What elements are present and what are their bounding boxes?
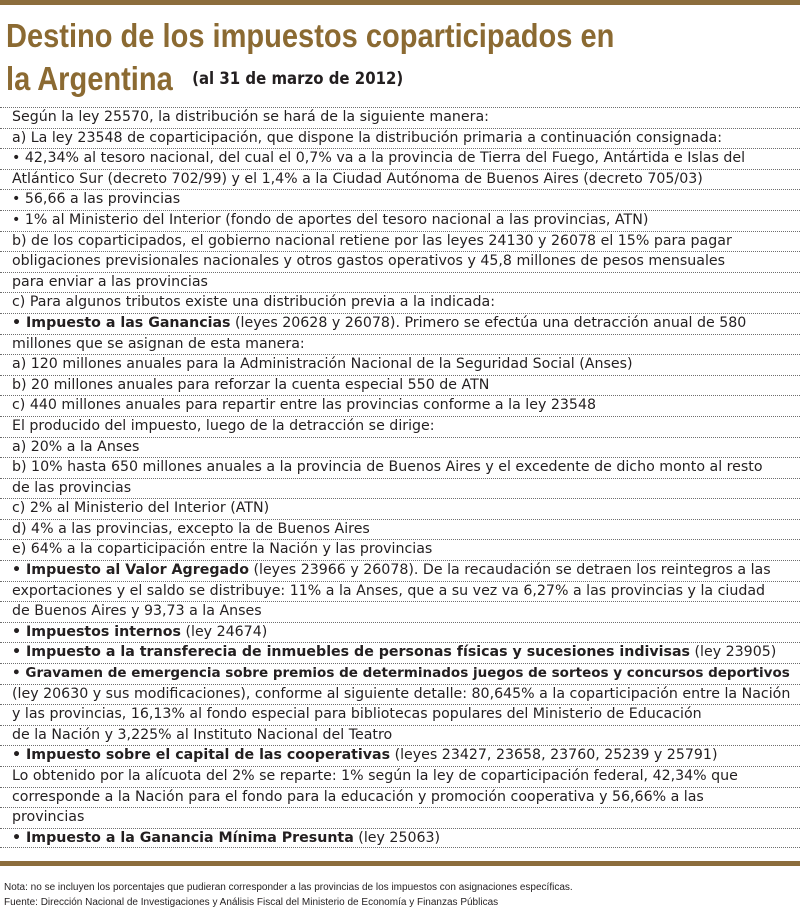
text-line (0, 766, 800, 787)
text-line (0, 231, 800, 252)
text-line (0, 107, 800, 128)
page-subtitle: (al 31 de marzo de 2012) (192, 69, 404, 89)
text-line (0, 292, 800, 313)
text-line (0, 313, 800, 334)
line-text: de las provincias (12, 479, 132, 496)
line-text: • 1% al Ministerio del Interior (fondo de aportes del tesoro nacional a las provincias, ATN) (12, 211, 649, 228)
text-line (0, 478, 800, 499)
text-line (0, 148, 800, 169)
text-line (0, 642, 800, 663)
line-text: a) 120 millones anuales para la Administración Nacional de la Seguridad Social (Anses) (12, 356, 633, 373)
text-line (0, 745, 800, 766)
line-text: (ley 23905) (690, 644, 777, 661)
text-line (0, 684, 800, 705)
line-text: b) de los coparticipados, el gobierno nacional retiene por las leyes 24130 y 26078 el 15% para pagar (12, 232, 732, 249)
text-line (0, 828, 800, 849)
text-line (0, 519, 800, 540)
line-text: y las provincias, 16,13% al fondo especial para bibliotecas populares del Ministerio de Educación (12, 706, 702, 723)
bold-text: • Impuesto a las Ganancias (12, 314, 231, 331)
line-text: b) 20 millones anuales para reforzar la cuenta especial 550 de ATN (12, 376, 490, 393)
line-text: millones que se asignan de esta manera: (12, 335, 305, 352)
bold-text: • Impuesto a la transferecia de inmuebles de personas físicas y sucesiones indivisas (12, 644, 690, 661)
page-title (6, 14, 701, 107)
line-text: e) 64% a la coparticipación entre la Nación y las provincias (12, 541, 433, 558)
line-text: a) La ley 23548 de coparticipación, que dispone la distribución primaria a continuación consignada: (12, 129, 722, 146)
bold-text: • Impuesto al Valor Agregado (12, 562, 249, 579)
document-body (0, 107, 800, 848)
line-text: Lo obtenido por la alícuota del 2% se reparte: 1% según la ley de coparticipación federal, 42,34% que (12, 768, 738, 784)
text-line (0, 807, 800, 828)
line-text: b) 10% hasta 650 millones anuales a la provincia de Buenos Aires y el excedente de dicho monto al resto (12, 459, 763, 476)
line-text: (leyes 23966 y 26078). De la recaudación se detraen los reintegros a las (248, 562, 771, 579)
line-text: (ley 25063) (353, 829, 441, 846)
text-line (0, 128, 800, 149)
bottom-rule (0, 861, 800, 866)
bold-text: • Impuesto sobre el capital de las cooperativas (12, 747, 391, 764)
text-line (0, 457, 800, 478)
text-line (0, 169, 800, 190)
line-text: c) 440 millones anuales para repartir entre las provincias conforme a la ley 23548 (12, 397, 596, 414)
text-line (0, 251, 800, 272)
line-text: El producido del impuesto, luego de la detracción se dirige: (12, 417, 435, 434)
text-line (0, 498, 800, 519)
top-rule (0, 0, 800, 5)
text-line (0, 581, 800, 602)
line-text: c) Para algunos tributos existe una distribución previa a la indicada: (12, 294, 495, 311)
text-line (0, 725, 800, 746)
line-text: a) 20% a la Anses (12, 438, 140, 455)
text-line (0, 787, 800, 808)
line-text: de Buenos Aires y 93,73 a la Anses (12, 603, 262, 620)
text-line (0, 539, 800, 560)
text-line (0, 210, 800, 231)
line-text: de la Nación y 3,225% al Instituto Nacional del Teatro (12, 726, 393, 743)
line-text: (leyes 23427, 23658, 23760, 25239 y 25791) (390, 747, 718, 764)
line-text: (leyes 20628 y 26078). Primero se efectúa una detracción anual de 580 (230, 314, 747, 331)
line-text: corresponde a la Nación para el fondo para la educación y promoción cooperativa y 56,66% a las (12, 788, 704, 805)
line-text: Atlántico Sur (decreto 702/99) y el 1,4% a la Ciudad Autónoma de Buenos Aires (decreto 705/03) (12, 170, 703, 187)
line-text: provincias (12, 809, 85, 826)
text-line (0, 437, 800, 458)
line-text: • 42,34% al tesoro nacional, del cual el 0,7% va a la provincia de Tierra del Fuego, Antártida e Islas del (12, 150, 746, 167)
line-text: (ley 20630 y sus modificaciones), conforme al siguiente detalle: 80,645% a la coparticipación entre la Nación (12, 685, 791, 702)
line-text: d) 4% a las provincias, excepto la de Buenos Aires (12, 520, 370, 537)
line-text: exportaciones y el saldo se distribuye: 11% a la Anses, que a su vez va 6,27% a las provincias y la ciudad (12, 582, 766, 599)
text-line (0, 704, 800, 725)
line-text: obligaciones previsionales nacionales y otros gastos operativos y 45,8 millones de pesos mensuales (12, 253, 726, 270)
footer (4, 880, 794, 910)
text-line (0, 601, 800, 622)
line-text: Según la ley 25570, la distribución se hará de la siguiente manera: (12, 109, 489, 125)
text-line (0, 416, 800, 437)
text-line (0, 272, 800, 293)
text-line (0, 189, 800, 210)
footer-source: Fuente: Dirección Nacional de Investigaciones y Análisis Fiscal del Ministerio de Economía y Finanzas Públicas (4, 897, 499, 908)
text-line (0, 663, 800, 684)
title-line-2-text: la Argentina (6, 60, 173, 97)
bold-text: • Impuestos internos (12, 623, 181, 640)
line-text: para enviar a las provincias (12, 273, 208, 290)
text-line (0, 395, 800, 416)
bold-text: • Gravamen de emergencia sobre premios de determinados juegos de sorteos y concursos deportivos (12, 665, 790, 682)
text-line (0, 334, 800, 355)
bold-text: • Impuesto a la Ganancia Mínima Presunta (12, 829, 354, 846)
line-text: (ley 24674) (180, 623, 268, 640)
text-line (0, 560, 800, 581)
title-line-2 (6, 57, 701, 107)
text-line (0, 375, 800, 396)
text-line (0, 354, 800, 375)
title-line-1: Destino de los impuestos coparticipados en (6, 17, 615, 54)
footer-note: Nota: no se incluyen los porcentajes que pudieran corresponder a las provincias de los impuestos con asignaciones específicas. (4, 882, 573, 893)
line-text: c) 2% al Ministerio del Interior (ATN) (12, 500, 270, 517)
line-text: • 56,66 a las provincias (12, 191, 181, 208)
text-line (0, 622, 800, 643)
